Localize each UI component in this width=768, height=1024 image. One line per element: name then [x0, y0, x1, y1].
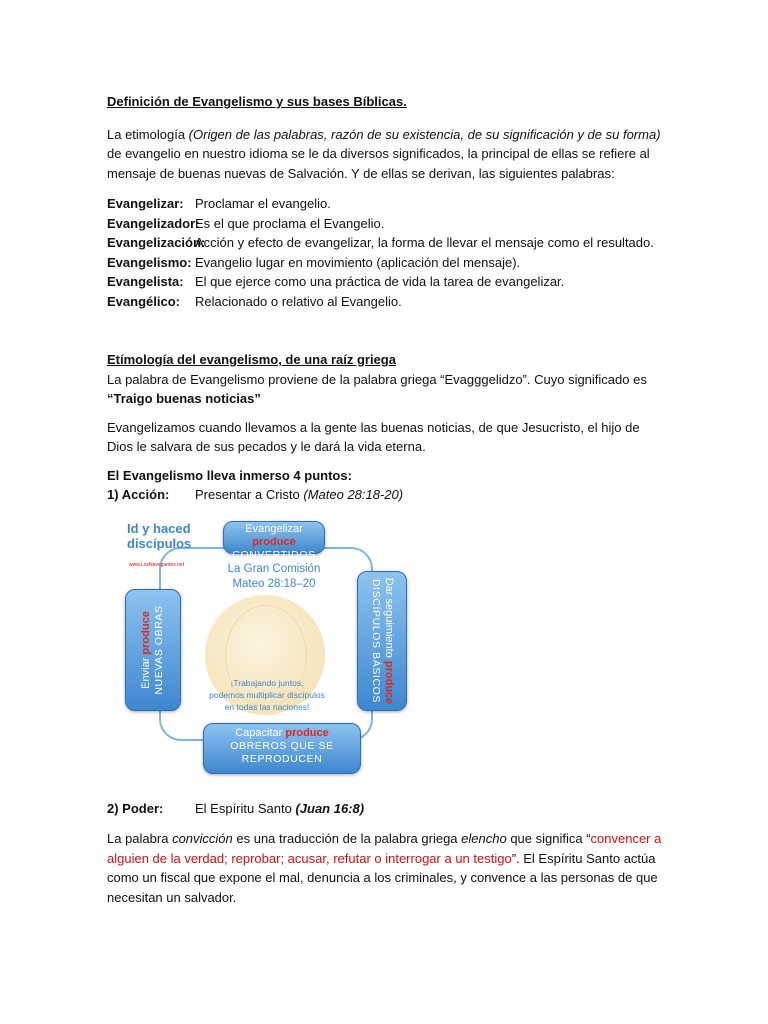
point-1 [107, 485, 667, 505]
great-commission-diagram [119, 517, 409, 779]
train-box [203, 723, 361, 774]
point-2-text [195, 799, 667, 819]
box-label: Dar seguimiento [383, 577, 395, 661]
definition-text: Es el que proclama el Evangelio. [195, 215, 385, 231]
definition-term: Evangelista: [107, 274, 184, 289]
definition-text: Relacionado o relativo al Evangelio. [195, 293, 402, 309]
meaning-quote: “Traigo buenas noticias” [107, 391, 261, 406]
definition-term: Evangelización: [107, 235, 206, 250]
para-text: ”. El Espíritu Santo actúa como un fiscal que expone el mal, denuncia a los criminales, y convence a las personas de que necesitan un salvador. [107, 850, 658, 905]
points-heading: El Evangelismo lleva inmerso 4 puntos: [107, 467, 352, 483]
document-page [107, 92, 667, 907]
intro-paragraph [107, 125, 667, 184]
box-produce: produce [140, 610, 152, 655]
box-result: CONVERTIDOS [232, 548, 316, 561]
motto-line: en todas las naciones! [224, 701, 310, 712]
box-produce: produce [285, 726, 329, 739]
definition-text: Proclamar el evangelio. [195, 196, 331, 211]
box-label: Evangelizar [245, 522, 303, 535]
definition-term: Evangelizador: [107, 215, 200, 231]
greek-root-paragraph: La palabra de Evangelismo proviene de la palabra griega “Evagggelidzo”. Cuyo significado es [107, 371, 647, 387]
box-produce: produce [383, 660, 395, 704]
send-box [125, 589, 181, 711]
para-italic: elencho [461, 831, 507, 846]
box-produce: produce [252, 535, 296, 548]
para-text: es una traducción de la palabra griega [232, 831, 462, 846]
slogan-line-2: discípulos [127, 535, 192, 551]
intro-text-start: La etimología [107, 126, 189, 142]
point-2-label: 2) Poder: [107, 800, 164, 816]
conviction-paragraph [107, 829, 667, 907]
intro-italic: (Origen de las palabras, razón de su existencia, de su significación y de su forma) [188, 126, 661, 142]
definition-text: Acción y efecto de evangelizar, la forma de llevar el mensaje como el resultado. [195, 235, 654, 250]
point-1-body: Presentar a Cristo [195, 487, 304, 502]
center-title: La Gran Comisión [227, 562, 321, 575]
point-1-text [195, 485, 667, 505]
definition-text: El que ejerce como una práctica de vida la tarea de evangelizar. [195, 274, 565, 289]
box-label: Enviar [140, 654, 152, 689]
point-1-label: 1) Acción: [107, 487, 170, 502]
point-2-body: El Espíritu Santo [195, 800, 296, 816]
diagram-motto [187, 677, 347, 713]
definition-term: Evangelizar: [107, 196, 184, 211]
page-title: Definición de Evangelismo y sus bases Bíblicas. [107, 94, 407, 109]
box-label: Capacitar [235, 726, 286, 739]
point-2-reference: (Juan 16:8) [295, 800, 365, 816]
slogan-line-1: Id y haced [127, 520, 191, 536]
definition-text: Evangelio lugar en movimiento (aplicación del mensaje). [195, 254, 521, 270]
box-result: OBREROS QUE SE REPRODUCEN [230, 739, 334, 765]
section-heading: Etímología del evangelismo, de una raíz griega [107, 352, 396, 367]
diagram-center-title [219, 562, 329, 592]
definitions-list [107, 194, 667, 311]
para-text: La palabra [107, 831, 173, 846]
para-red-quote: convencer a alguien de la verdad; reprobar; acusar, refutar o interrogar a un testigo [107, 831, 662, 866]
diagram-slogan [127, 521, 191, 551]
follow-up-box [357, 571, 407, 711]
point-2 [107, 799, 667, 819]
evangelize-paragraph: Evangelizamos cuando llevamos a la gente las buenas noticias, de que Jesucristo, el hijo de Dios le salvara de sus pecados y le dará la vida eterna. [107, 419, 640, 454]
center-reference: Mateo 28:18–20 [232, 577, 316, 590]
motto-line: podemos multiplicar discípulos [209, 689, 325, 700]
box-result: DISCÍPULOS BÁSICOS [370, 578, 382, 703]
definition-term: Evangelismo: [107, 254, 192, 270]
diagram-url: www.LosNavegantes.net [129, 561, 185, 568]
evangelize-box [223, 521, 325, 561]
motto-line: ¡Trabajando juntos, [230, 677, 304, 688]
para-text: que significa “ [506, 831, 591, 846]
definition-term: Evangélico: [107, 293, 180, 309]
box-result: NUEVAS OBRAS [153, 604, 165, 695]
point-1-reference: (Mateo 28:18-20) [303, 487, 404, 502]
intro-text-rest: de evangelio en nuestro idioma se le da diversos significados, la principal de ellas se refiere al mensaje de buenas nuevas de Salvación. Y de ellas se derivan, las siguientes palabras: [107, 146, 650, 181]
para-italic: convicción [172, 831, 233, 846]
